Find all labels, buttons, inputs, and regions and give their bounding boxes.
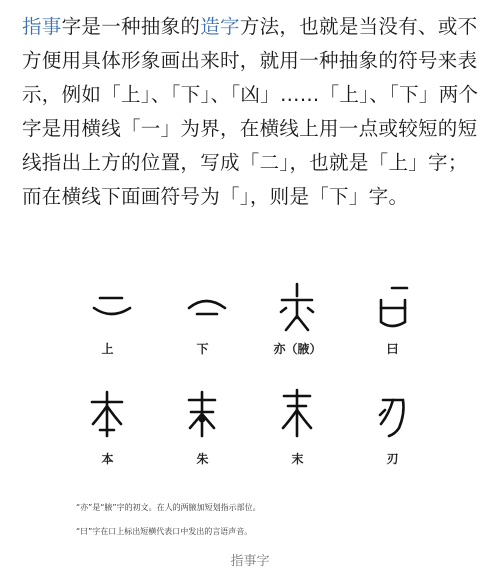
glyph-cell-yue [345,278,440,368]
seal-ben-icon [60,386,155,444]
link-zhishi[interactable]: 指事 [22,15,62,38]
glyph-label: 本 [101,452,114,466]
glyph-cell-ren [345,386,440,476]
glyph-label: 曰 [386,342,399,356]
glyph-cell-yi [250,278,345,368]
figure-note-yue: “曰”字在口上标出短横代表口中发出的言语声音。 [76,527,253,536]
article-text-part2: 方法，也就是当没有、或不方便用具体形象画出来时，就用一种抽象的符号来表示，例如「上」、「下」、「凶」……「上」、「下」两个字是用横线「一」为界，在横线上用一点或较短的短线指出上方的位置，写成「二」，也就是「上」字；而在横线下面画符号为「」，则是「下」字。 [22,15,479,208]
glyph-label: 亦（腋） [273,342,322,356]
glyph-cell-shang [60,278,155,368]
seal-xia-icon [155,278,250,330]
glyph-label: 朱 [196,452,209,466]
seal-shang-icon [60,278,155,330]
article-text [22,10,482,214]
glyph-cell-mo [250,386,345,476]
seal-ren-icon [345,386,440,444]
glyph-cell-ben [60,386,155,476]
glyph-label: 刃 [386,452,399,466]
figure-caption: 指事字 [230,554,270,569]
article-text-part1: 字是一种抽象的 [61,15,201,38]
link-zaozi[interactable]: 造字 [200,15,240,38]
glyph-cell-zhu [155,386,250,476]
figure-note-yi: “亦”是“腋”字的初文。在人的两腋加短划指示部位。 [76,503,261,512]
seal-mo-icon [250,386,345,444]
seal-yi-icon [250,278,345,334]
glyph-label: 下 [196,342,209,356]
glyph-label: 末 [291,452,304,466]
seal-zhu-icon [155,386,250,444]
glyph-cell-xia [155,278,250,368]
glyph-label: 上 [101,342,114,356]
seal-yue-icon [345,278,440,334]
